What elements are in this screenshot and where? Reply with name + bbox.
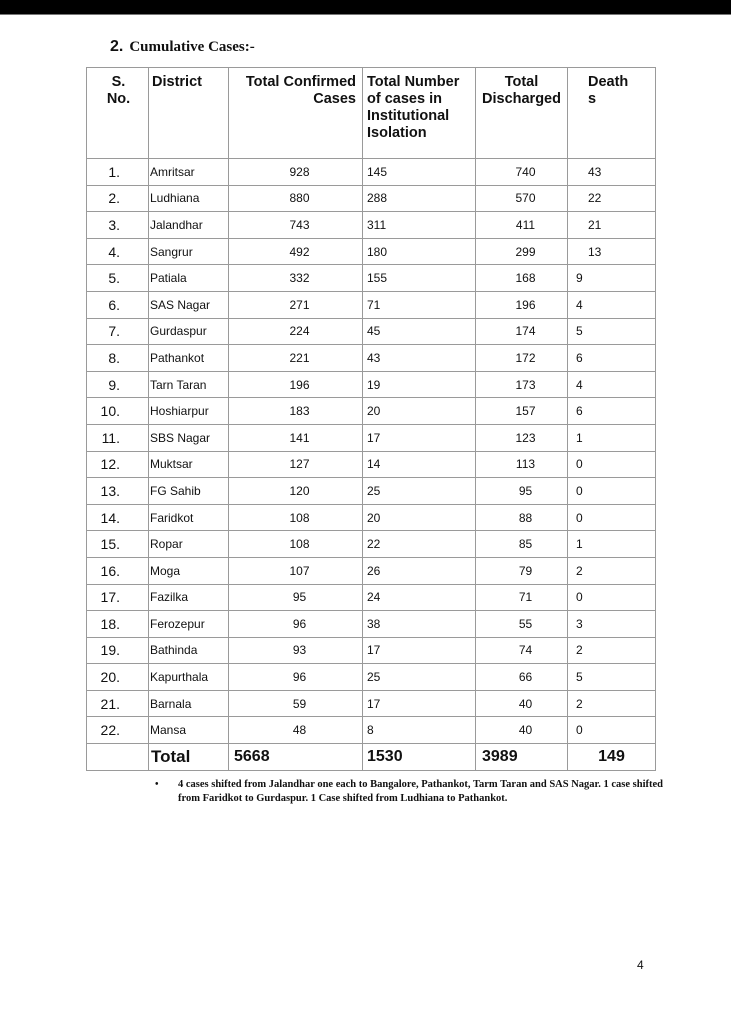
total-confirmed: 5668	[229, 744, 363, 771]
total-isolation: 1530	[363, 744, 476, 771]
cell-discharged: 71	[476, 584, 568, 611]
cell-district: Faridkot	[149, 504, 229, 531]
cell-isolation: 45	[363, 318, 476, 345]
table-row	[87, 664, 656, 691]
cell-deaths: 0	[568, 504, 656, 531]
table-row	[87, 398, 656, 425]
cell-discharged: 157	[476, 398, 568, 425]
table-row	[87, 345, 656, 372]
cell-confirmed: 107	[229, 557, 363, 584]
cell-discharged: 95	[476, 478, 568, 505]
cell-discharged: 66	[476, 664, 568, 691]
total-sno-cell	[87, 744, 149, 771]
cell-deaths: 9	[568, 265, 656, 292]
cell-deaths: 1	[568, 531, 656, 558]
cell-confirmed: 224	[229, 318, 363, 345]
cell-discharged: 196	[476, 291, 568, 318]
cell-deaths: 4	[568, 371, 656, 398]
section-number: 2.	[110, 38, 124, 55]
cell-sno: 2.	[87, 185, 149, 212]
cell-sno: 16.	[87, 557, 149, 584]
cell-deaths: 22	[568, 185, 656, 212]
cell-deaths: 13	[568, 238, 656, 265]
cell-deaths: 0	[568, 478, 656, 505]
table-header-row	[87, 68, 656, 159]
cell-isolation: 155	[363, 265, 476, 292]
cell-sno: 8.	[87, 345, 149, 372]
cell-isolation: 22	[363, 531, 476, 558]
cell-district: Muktsar	[149, 451, 229, 478]
cell-deaths: 2	[568, 637, 656, 664]
cell-isolation: 145	[363, 159, 476, 186]
cell-confirmed: 59	[229, 690, 363, 717]
cell-district: Mansa	[149, 717, 229, 744]
cell-discharged: 79	[476, 557, 568, 584]
header-deaths: Death s	[568, 68, 656, 159]
cell-isolation: 8	[363, 717, 476, 744]
cell-isolation: 26	[363, 557, 476, 584]
cell-district: Ludhiana	[149, 185, 229, 212]
cell-sno: 11.	[87, 424, 149, 451]
cell-district: Patiala	[149, 265, 229, 292]
cell-confirmed: 332	[229, 265, 363, 292]
cell-deaths: 1	[568, 424, 656, 451]
cell-district: SAS Nagar	[149, 291, 229, 318]
cell-deaths: 2	[568, 690, 656, 717]
cell-discharged: 299	[476, 238, 568, 265]
table-row	[87, 185, 656, 212]
cell-district: Jalandhar	[149, 212, 229, 239]
cell-discharged: 113	[476, 451, 568, 478]
cell-discharged: 123	[476, 424, 568, 451]
cell-deaths: 0	[568, 717, 656, 744]
cell-confirmed: 141	[229, 424, 363, 451]
cell-deaths: 5	[568, 664, 656, 691]
cell-district: Ferozepur	[149, 611, 229, 638]
cell-sno: 13.	[87, 478, 149, 505]
table-row	[87, 584, 656, 611]
cell-isolation: 14	[363, 451, 476, 478]
table-row	[87, 451, 656, 478]
bullet-icon: •	[155, 779, 159, 790]
cell-confirmed: 880	[229, 185, 363, 212]
table-row	[87, 212, 656, 239]
table-row	[87, 611, 656, 638]
cell-confirmed: 743	[229, 212, 363, 239]
cell-confirmed: 127	[229, 451, 363, 478]
cell-confirmed: 196	[229, 371, 363, 398]
table-row	[87, 291, 656, 318]
table-row	[87, 690, 656, 717]
table-row	[87, 478, 656, 505]
cell-district: Kapurthala	[149, 664, 229, 691]
cell-isolation: 19	[363, 371, 476, 398]
cell-sno: 1.	[87, 159, 149, 186]
table-row	[87, 371, 656, 398]
cell-deaths: 4	[568, 291, 656, 318]
top-black-bar	[0, 0, 731, 15]
cell-isolation: 17	[363, 690, 476, 717]
table-row	[87, 717, 656, 744]
footnote-text: 4 cases shifted from Jalandhar one each to Bangalore, Pathankot, Tarm Taran and SAS Nagar. 1 case shifted from Faridkot to Gurdaspur. 1 Case shifted from Ludhiana to Pathankot.	[178, 779, 663, 804]
cell-district: SBS Nagar	[149, 424, 229, 451]
cell-isolation: 43	[363, 345, 476, 372]
header-confirmed: Total Confirmed Cases	[229, 68, 363, 159]
cell-discharged: 173	[476, 371, 568, 398]
cumulative-cases-table	[86, 67, 656, 771]
cell-confirmed: 928	[229, 159, 363, 186]
cell-district: Gurdaspur	[149, 318, 229, 345]
table-row	[87, 504, 656, 531]
header-isolation: Total Number of cases in Institutional Isolation	[363, 68, 476, 159]
cell-confirmed: 96	[229, 664, 363, 691]
cell-isolation: 71	[363, 291, 476, 318]
cell-sno: 20.	[87, 664, 149, 691]
cell-sno: 3.	[87, 212, 149, 239]
cell-confirmed: 93	[229, 637, 363, 664]
cell-discharged: 411	[476, 212, 568, 239]
table-row	[87, 238, 656, 265]
cell-confirmed: 96	[229, 611, 363, 638]
page-number: 4	[637, 958, 644, 972]
cell-district: Hoshiarpur	[149, 398, 229, 425]
cell-sno: 7.	[87, 318, 149, 345]
cell-isolation: 17	[363, 424, 476, 451]
cell-discharged: 40	[476, 717, 568, 744]
cell-district: Fazilka	[149, 584, 229, 611]
cell-confirmed: 108	[229, 504, 363, 531]
cell-confirmed: 271	[229, 291, 363, 318]
cell-deaths: 21	[568, 212, 656, 239]
cell-district: FG Sahib	[149, 478, 229, 505]
cell-sno: 6.	[87, 291, 149, 318]
cell-isolation: 38	[363, 611, 476, 638]
cell-discharged: 570	[476, 185, 568, 212]
total-row	[87, 744, 656, 771]
header-discharged: Total Discharged	[476, 68, 568, 159]
cell-discharged: 172	[476, 345, 568, 372]
table-row	[87, 159, 656, 186]
cell-district: Ropar	[149, 531, 229, 558]
cell-isolation: 17	[363, 637, 476, 664]
cell-district: Pathankot	[149, 345, 229, 372]
header-sno: S. No.	[87, 68, 149, 159]
cell-isolation: 20	[363, 504, 476, 531]
cell-discharged: 85	[476, 531, 568, 558]
cell-deaths: 3	[568, 611, 656, 638]
cell-deaths: 6	[568, 398, 656, 425]
total-label: Total	[149, 744, 229, 771]
table-row	[87, 637, 656, 664]
cell-isolation: 24	[363, 584, 476, 611]
cell-confirmed: 95	[229, 584, 363, 611]
cell-confirmed: 48	[229, 717, 363, 744]
cell-isolation: 311	[363, 212, 476, 239]
cell-confirmed: 221	[229, 345, 363, 372]
cell-district: Moga	[149, 557, 229, 584]
cell-district: Tarn Taran	[149, 371, 229, 398]
footnote	[155, 778, 668, 806]
cell-discharged: 168	[476, 265, 568, 292]
table-row	[87, 265, 656, 292]
total-discharged: 3989	[476, 744, 568, 771]
table-row	[87, 424, 656, 451]
cell-isolation: 20	[363, 398, 476, 425]
cell-isolation: 288	[363, 185, 476, 212]
cell-sno: 4.	[87, 238, 149, 265]
header-district: District	[149, 68, 229, 159]
table-row	[87, 557, 656, 584]
cell-sno: 19.	[87, 637, 149, 664]
cell-deaths: 2	[568, 557, 656, 584]
cell-sno: 15.	[87, 531, 149, 558]
cell-isolation: 180	[363, 238, 476, 265]
cell-sno: 10.	[87, 398, 149, 425]
cell-discharged: 740	[476, 159, 568, 186]
cell-confirmed: 120	[229, 478, 363, 505]
cell-sno: 22.	[87, 717, 149, 744]
cell-isolation: 25	[363, 664, 476, 691]
section-title: Cumulative Cases:-	[129, 39, 255, 55]
cell-sno: 5.	[87, 265, 149, 292]
cell-deaths: 6	[568, 345, 656, 372]
cell-district: Sangrur	[149, 238, 229, 265]
cell-discharged: 88	[476, 504, 568, 531]
table-row	[87, 531, 656, 558]
cell-sno: 9.	[87, 371, 149, 398]
cell-sno: 21.	[87, 690, 149, 717]
cell-discharged: 74	[476, 637, 568, 664]
table-row	[87, 318, 656, 345]
cell-deaths: 5	[568, 318, 656, 345]
section-heading	[110, 38, 255, 56]
cell-district: Bathinda	[149, 637, 229, 664]
cell-sno: 12.	[87, 451, 149, 478]
cell-discharged: 40	[476, 690, 568, 717]
cell-isolation: 25	[363, 478, 476, 505]
cell-district: Barnala	[149, 690, 229, 717]
cell-sno: 18.	[87, 611, 149, 638]
cell-sno: 17.	[87, 584, 149, 611]
total-deaths: 149	[568, 744, 656, 771]
cell-discharged: 55	[476, 611, 568, 638]
cell-confirmed: 108	[229, 531, 363, 558]
cell-discharged: 174	[476, 318, 568, 345]
cell-deaths: 0	[568, 451, 656, 478]
cell-confirmed: 492	[229, 238, 363, 265]
cell-deaths: 0	[568, 584, 656, 611]
cell-confirmed: 183	[229, 398, 363, 425]
cell-district: Amritsar	[149, 159, 229, 186]
cell-sno: 14.	[87, 504, 149, 531]
cell-deaths: 43	[568, 159, 656, 186]
